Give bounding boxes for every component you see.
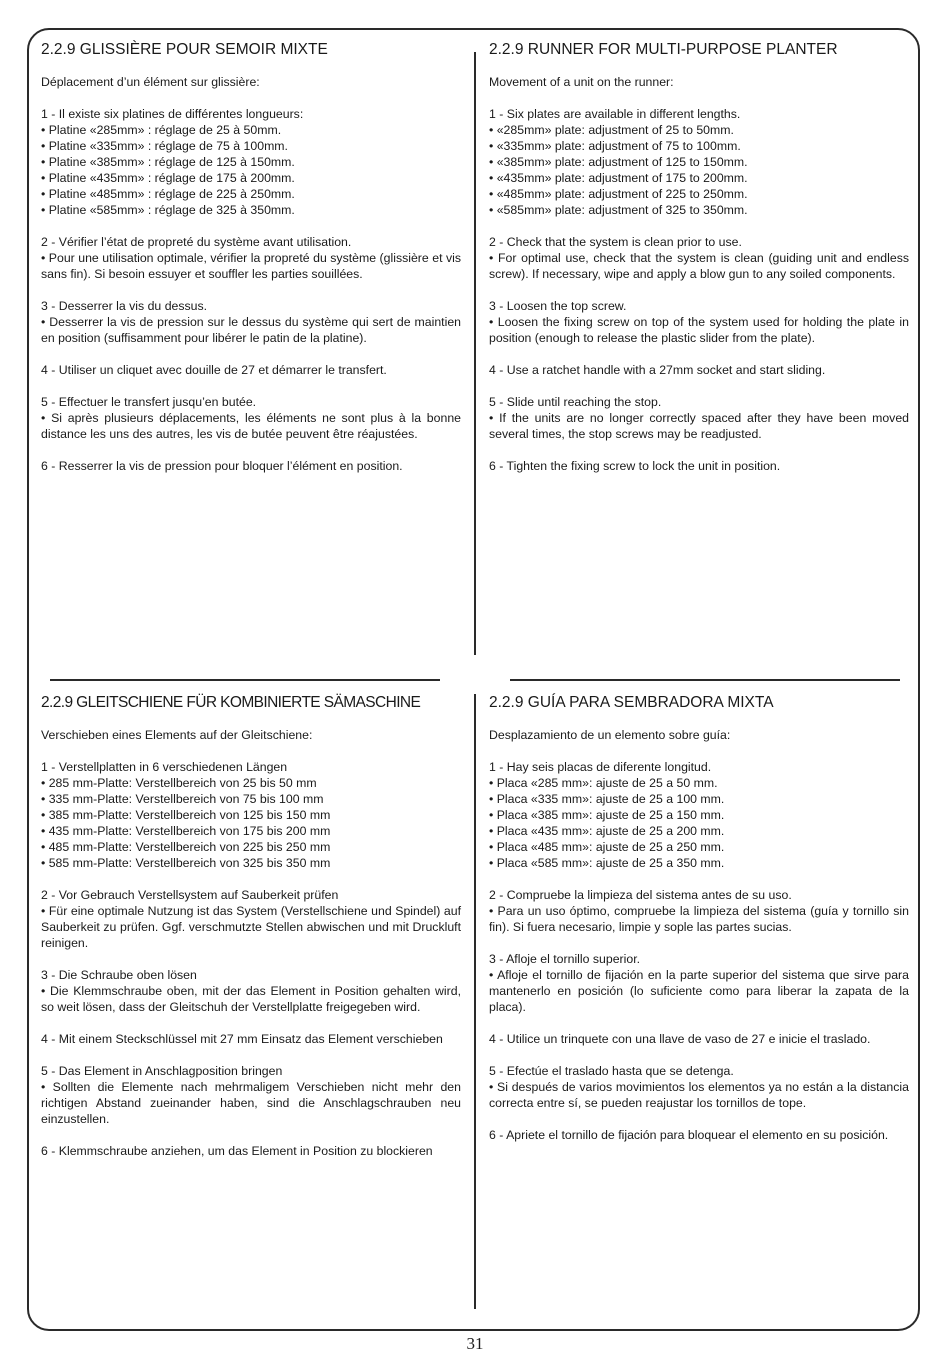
spacer xyxy=(489,90,909,106)
spacer xyxy=(41,743,461,759)
paragraph-line: 2 - Vérifier l’état de propreté du système avant utilisation. xyxy=(41,235,352,249)
section-body xyxy=(41,759,461,1159)
spacer xyxy=(41,951,461,967)
paragraph-line: 5 - Efectúe el traslado hasta que se detenga. xyxy=(489,1064,734,1078)
paragraph-line: • Placa «485 mm»: ajuste de 25 a 250 mm. xyxy=(489,840,725,854)
paragraph-line: • For optimal use, check that the system is clean (guiding unit and endless screw). If necessary, wipe and apply a blow gun to any soiled components. xyxy=(489,251,909,281)
paragraph-line: 1 - Six plates are available in different lengths. xyxy=(489,107,741,121)
spacer xyxy=(41,1015,461,1031)
paragraph-line: • Placa «585 mm»: ajuste de 25 a 350 mm. xyxy=(489,856,725,870)
section-title: 2.2.9 RUNNER FOR MULTI-PURPOSE PLANTER xyxy=(489,41,838,58)
spacer xyxy=(489,871,909,887)
section-body xyxy=(41,106,461,474)
paragraph-line: • Für eine optimale Nutzung ist das System (Verstellschiene und Spindel) auf Sauberkeit zu prüfen. Ggf. verschmutzte Stellen abwischen und mit Druckluft reinigen. xyxy=(41,904,461,950)
spacer xyxy=(41,90,461,106)
paragraph-line: 1 - Il existe six platines de différentes longueurs: xyxy=(41,107,304,121)
paragraph-line: • Afloje el tornillo de fijación en la parte superior del sistema que sirve para mantenerlo en posición (lo suficiente como para liberar la zapata de la placa). xyxy=(489,968,909,1014)
paragraph-line: • Platine «385mm» : réglage de 125 à 150mm. xyxy=(41,155,295,169)
paragraph-line: • Placa «385 mm»: ajuste de 25 a 150 mm. xyxy=(489,808,725,822)
paragraph-line: • 485 mm-Platte: Verstellbereich von 225 bis 250 mm xyxy=(41,840,331,854)
paragraph-line: • 435 mm-Platte: Verstellbereich von 175 bis 200 mm xyxy=(41,824,331,838)
paragraph-line: • «285mm» plate: adjustment of 25 to 50mm. xyxy=(489,123,734,137)
spacer xyxy=(41,282,461,298)
spacer xyxy=(489,378,909,394)
paragraph-line: • «435mm» plate: adjustment of 175 to 200mm. xyxy=(489,171,748,185)
paragraph-line: • 285 mm-Platte: Verstellbereich von 25 bis 50 mm xyxy=(41,776,317,790)
paragraph-line: 3 - Desserrer la vis du dessus. xyxy=(41,299,208,313)
paragraph-line: 6 - Klemmschraube anziehen, um das Element in Position zu blockieren xyxy=(41,1144,433,1158)
spacer xyxy=(489,935,909,951)
spacer xyxy=(41,378,461,394)
spacer xyxy=(41,218,461,234)
paragraph-line: 6 - Tighten the fixing screw to lock the unit in position. xyxy=(489,459,781,473)
section-body xyxy=(489,759,909,1143)
section-french xyxy=(41,41,461,474)
paragraph-line: • Platine «285mm» : réglage de 25 à 50mm. xyxy=(41,123,282,137)
paragraph-line: • Platine «585mm» : réglage de 325 à 350mm. xyxy=(41,203,295,217)
section-intro: Déplacement d’un élément sur glissière: xyxy=(41,75,260,89)
paragraph-line: 1 - Verstellplatten in 6 verschiedenen Längen xyxy=(41,760,288,774)
paragraph-line: • Desserrer la vis de pression sur le dessus du système qui sert de maintien en position (suffisamment pour libérer le patin de la platine). xyxy=(41,315,461,345)
paragraph-line: • Platine «435mm» : réglage de 175 à 200mm. xyxy=(41,171,295,185)
paragraph-line: 6 - Resserrer la vis de pression pour bloquer l’élément en position. xyxy=(41,459,403,473)
paragraph-line: 4 - Utilice un trinquete con una llave de vaso de 27 e inicie el traslado. xyxy=(489,1032,871,1046)
paragraph-line: • Sollten die Elemente nach mehrmaligem Verschieben nicht mehr den richtigen Abstand zueinander haben, sind die Anschlagschrauben neu einzustellen. xyxy=(41,1080,461,1126)
spacer xyxy=(489,1015,909,1031)
paragraph-line: • Loosen the fixing screw on top of the system used for holding the plate in position (enough to release the plastic slider from the plate). xyxy=(489,315,909,345)
section-english xyxy=(489,41,909,474)
paragraph-line: 2 - Compruebe la limpieza del sistema antes de su uso. xyxy=(489,888,792,902)
paragraph-line: • Placa «435 mm»: ajuste de 25 a 200 mm. xyxy=(489,824,725,838)
paragraph-line: • «585mm» plate: adjustment of 325 to 350mm. xyxy=(489,203,748,217)
section-divider-left xyxy=(50,679,440,681)
paragraph-line: • Pour une utilisation optimale, vérifier la propreté du système (glissière et vis sans fin). Si besoin essuyer et souffler les parties souillées. xyxy=(41,251,461,281)
paragraph-line: • «335mm» plate: adjustment of 75 to 100mm. xyxy=(489,139,741,153)
spacer xyxy=(41,442,461,458)
spacer xyxy=(489,743,909,759)
paragraph-line: • 335 mm-Platte: Verstellbereich von 75 bis 100 mm xyxy=(41,792,324,806)
spacer xyxy=(41,346,461,362)
paragraph-line: 6 - Apriete el tornillo de fijación para bloquear el elemento en su posición. xyxy=(489,1128,889,1142)
paragraph-line: • Si après plusieurs déplacements, les éléments ne sont plus à la bonne distance les uns des autres, les vis de butée peuvent être réajustées. xyxy=(41,411,461,441)
spacer xyxy=(489,282,909,298)
paragraph-line: 3 - Afloje el tornillo superior. xyxy=(489,952,641,966)
paragraph-line: 3 - Loosen the top screw. xyxy=(489,299,627,313)
paragraph-line: • If the units are no longer correctly spaced after they have been moved several times, the stop screws may be readjusted. xyxy=(489,411,909,441)
paragraph-line: 5 - Das Element in Anschlagposition bringen xyxy=(41,1064,283,1078)
paragraph-line: • «385mm» plate: adjustment of 125 to 150mm. xyxy=(489,155,748,169)
section-title: 2.2.9 GUÍA PARA SEMBRADORA MIXTA xyxy=(489,694,774,711)
paragraph-line: • Para un uso óptimo, compruebe la limpieza del sistema (guía y tornillo sin fin). Si fuera necesario, limpie y sople las partes sucias. xyxy=(489,904,909,934)
paragraph-line: • Placa «285 mm»: ajuste de 25 a 50 mm. xyxy=(489,776,718,790)
paragraph-line: 4 - Use a ratchet handle with a 27mm socket and start sliding. xyxy=(489,363,826,377)
paragraph-line: • 385 mm-Platte: Verstellbereich von 125 bis 150 mm xyxy=(41,808,331,822)
section-german xyxy=(41,694,461,1159)
paragraph-line: 4 - Mit einem Steckschlüssel mit 27 mm Einsatz das Element verschieben xyxy=(41,1032,443,1046)
paragraph-line: 1 - Hay seis placas de diferente longitud. xyxy=(489,760,712,774)
section-title: 2.2.9 GLEITSCHIENE FÜR KOMBINIERTE SÄMASCHINE xyxy=(41,694,421,711)
spacer xyxy=(41,871,461,887)
paragraph-line: 5 - Effectuer le transfert jusqu’en butée. xyxy=(41,395,257,409)
spacer xyxy=(41,1127,461,1143)
spacer xyxy=(489,442,909,458)
paragraph-line: • Platine «485mm» : réglage de 225 à 250mm. xyxy=(41,187,295,201)
paragraph-line: • Si después de varios movimientos los elementos ya no están a la distancia correcta entre sí, se pueden reajustar los tornillos de tope. xyxy=(489,1080,909,1110)
paragraph-line: • Placa «335 mm»: ajuste de 25 a 100 mm. xyxy=(489,792,725,806)
section-spanish xyxy=(489,694,909,1143)
spacer xyxy=(489,346,909,362)
paragraph-line: • «485mm» plate: adjustment of 225 to 250mm. xyxy=(489,187,748,201)
paragraph-line: 2 - Check that the system is clean prior to use. xyxy=(489,235,742,249)
paragraph-line: • Die Klemmschraube oben, mit der das Element in Position gehalten wird, so weit lösen, dass der Gleitschuh der Verstellplatte freigegeben wird. xyxy=(41,984,461,1014)
column-divider-bottom xyxy=(474,694,476,1309)
section-title: 2.2.9 GLISSIÈRE POUR SEMOIR MIXTE xyxy=(41,41,328,58)
spacer xyxy=(41,1047,461,1063)
paragraph-line: 4 - Utiliser un cliquet avec douille de 27 et démarrer le transfert. xyxy=(41,363,387,377)
page-number: 31 xyxy=(466,1334,484,1353)
spacer xyxy=(489,1047,909,1063)
paragraph-line: • Platine «335mm» : réglage de 75 à 100mm. xyxy=(41,139,288,153)
section-divider-right xyxy=(510,679,900,681)
spacer xyxy=(489,1111,909,1127)
section-intro: Desplazamiento de un elemento sobre guía: xyxy=(489,728,731,742)
column-divider-top xyxy=(474,52,476,655)
paragraph-line: • 585 mm-Platte: Verstellbereich von 325 bis 350 mm xyxy=(41,856,331,870)
section-intro: Verschieben eines Elements auf der Gleitschiene: xyxy=(41,728,313,742)
paragraph-line: 2 - Vor Gebrauch Verstellsystem auf Sauberkeit prüfen xyxy=(41,888,339,902)
spacer xyxy=(489,218,909,234)
paragraph-line: 5 - Slide until reaching the stop. xyxy=(489,395,662,409)
paragraph-line: 3 - Die Schraube oben lösen xyxy=(41,968,197,982)
section-body xyxy=(489,106,909,474)
section-intro: Movement of a unit on the runner: xyxy=(489,75,674,89)
